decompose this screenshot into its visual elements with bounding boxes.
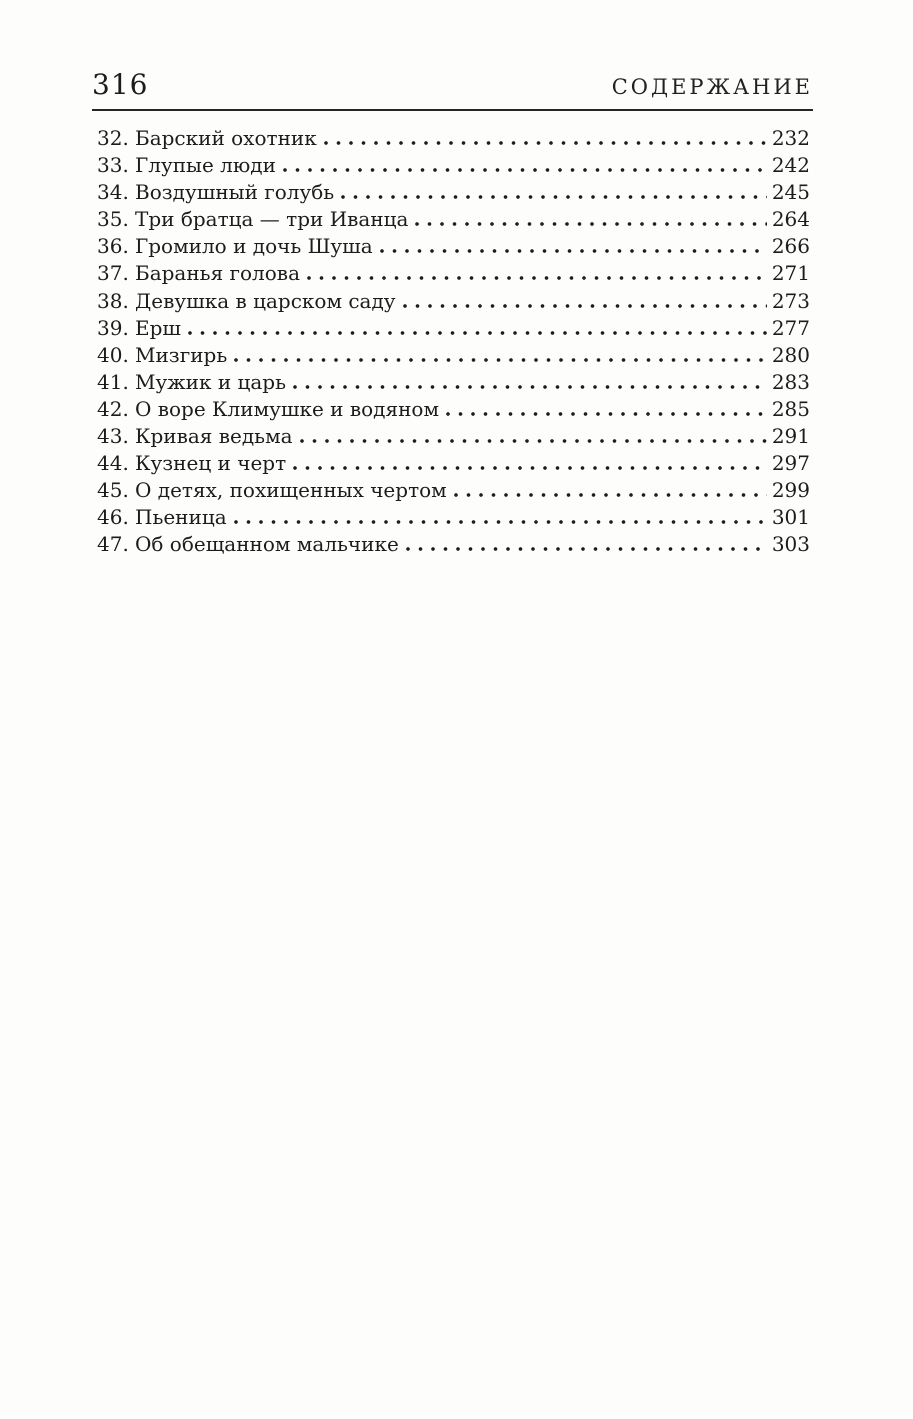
toc-entry-page: 245 [771,180,810,205]
toc-entry-number: 35. [97,207,129,232]
toc-entry-number: 34. [97,180,129,205]
dot-leader [283,156,767,172]
dot-leader [415,210,766,226]
toc-entry-title: Пьеница [135,505,227,530]
toc-entry-number: 32. [97,126,129,150]
toc-entry-number: 38. [97,288,129,313]
toc-entry-title: Баранья голова [135,261,300,286]
toc-entry [97,315,810,342]
toc-entry-number: 33. [97,153,129,178]
toc-entry-number: 39. [97,315,129,340]
dot-leader [300,427,767,443]
toc-entry-title: Ерш [135,315,181,340]
toc-entry-page: 242 [771,153,810,178]
dot-leader [293,454,767,470]
toc-entry-title: Кузнец и черт [135,451,287,476]
toc-list [97,125,810,559]
toc-entry-page: 264 [771,207,810,232]
toc-entry-title: Мизгирь [135,342,228,367]
toc-entry-number: 44. [97,451,129,476]
toc-entry-number: 45. [97,478,129,503]
toc-entry-number: 36. [97,234,129,259]
toc-entry-number: 41. [97,369,129,394]
dot-leader [406,535,767,551]
toc-entry [97,342,810,369]
toc-entry-page: 271 [771,261,810,286]
toc-entry-page: 283 [771,369,810,394]
toc-entry-number: 42. [97,396,129,421]
toc-entry [97,125,810,152]
toc-entry-page: 303 [771,532,810,557]
toc-entry-page: 297 [771,451,810,476]
toc-entry-page: 291 [771,424,810,449]
toc-entry-number: 37. [97,261,129,286]
toc-entry-number: 47. [97,532,129,557]
toc-entry-title: Об обещанном мальчике [135,532,399,557]
dot-leader [234,346,767,362]
toc-entry-page: 266 [771,234,810,259]
toc-entry-title: Девушка в царском саду [135,288,396,313]
dot-leader [454,481,767,497]
header-title: СОДЕРЖАНИЕ [611,75,813,99]
toc-entry-page: 232 [771,126,810,150]
toc-entry-page: 277 [771,315,810,340]
dot-leader [403,292,767,308]
toc-entry [97,396,810,423]
toc-entry-page: 273 [771,288,810,313]
toc-entry [97,233,810,260]
toc-entry [97,369,810,396]
toc-entry [97,504,810,531]
toc-entry-title: Глупые люди [135,153,276,178]
toc-entry-title: Барский охотник [135,126,317,150]
dot-leader [234,508,767,524]
toc-entry [97,450,810,477]
toc-entry [97,477,810,504]
toc-entry [97,260,810,287]
dot-leader [307,264,767,280]
toc-entry-number: 40. [97,342,129,367]
toc-entry [97,152,810,179]
running-head [92,70,813,111]
toc-entry-title: Громило и дочь Шуша [135,234,373,259]
toc-entry [97,288,810,315]
page-number: 316 [92,68,149,101]
dot-leader [446,400,767,416]
toc-entry-page: 301 [771,505,810,530]
toc-entry-number: 46. [97,505,129,530]
toc-entry-page: 285 [771,396,810,421]
dot-leader [380,237,767,253]
toc-entry-page: 280 [771,342,810,367]
dot-leader [324,129,767,145]
toc-entry [97,531,810,558]
toc-entry-title: Мужик и царь [135,369,286,394]
toc-entry [97,179,810,206]
toc-entry-title: Воздушный голубь [135,180,335,205]
toc-entry-number: 43. [97,424,129,449]
toc-entry-title: Три братца — три Иванца [135,207,409,232]
toc-entry-title: О детях, похищенных чертом [135,478,447,503]
dot-leader [341,183,767,199]
toc-entry [97,206,810,233]
toc-entry-title: Кривая ведьма [135,424,293,449]
toc-entry-title: О воре Климушке и водяном [135,396,440,421]
toc-entry-page: 299 [771,478,810,503]
dot-leader [188,319,767,335]
toc-entry [97,423,810,450]
dot-leader [293,373,767,389]
